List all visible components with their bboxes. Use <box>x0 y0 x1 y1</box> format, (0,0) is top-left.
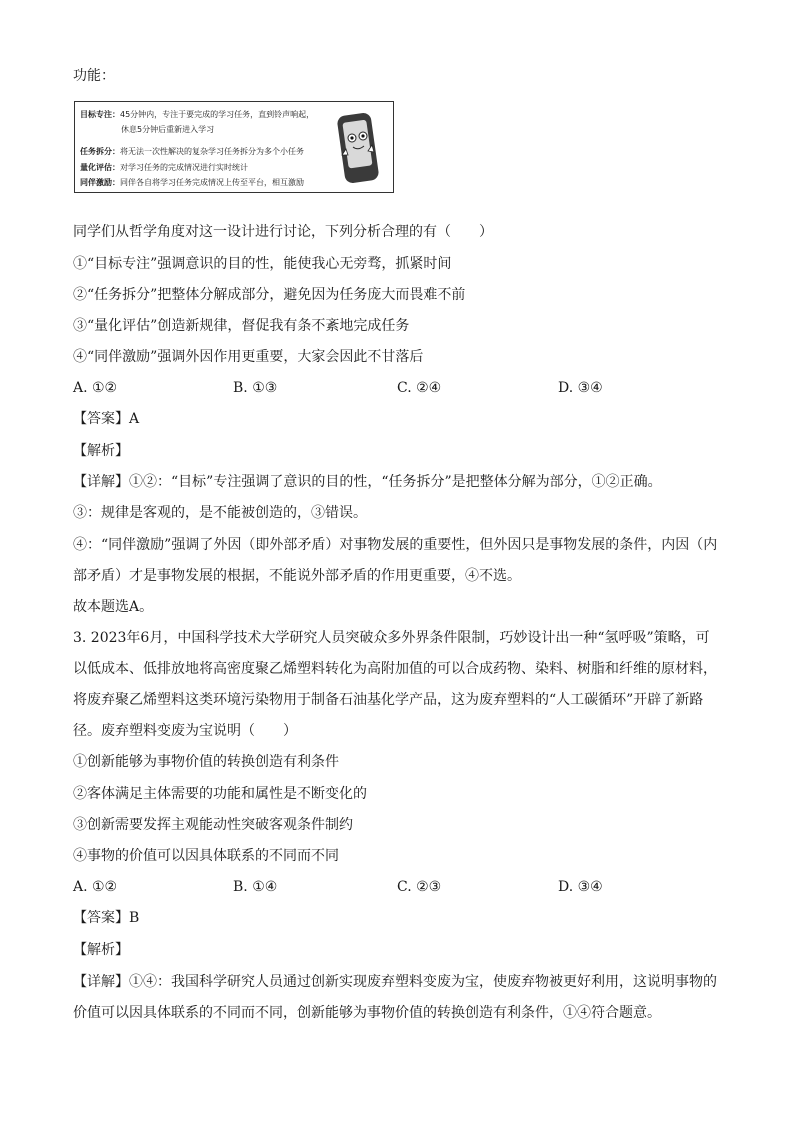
option-c: C. ②④ <box>397 380 442 396</box>
question-stem: 3. 2023年6月，中国科学技术大学研究人员突破众多外界条件限制，巧妙设计出一种“氢呼吸”策略，可 <box>73 630 710 646</box>
statement: ④事物的价值可以因具体联系的不同而不同 <box>73 848 339 864</box>
phone-cartoon-illustration <box>335 111 381 185</box>
figure-row: 量化评估：对学习任务的完成情况进行实时统计 <box>80 163 248 172</box>
figure-row: 休息5分钟后重新进入学习 <box>121 125 215 134</box>
statement: ①“目标专注”强调意识的目的性，能使我心无旁骛，抓紧时间 <box>73 256 452 272</box>
question-stem: 将废弃聚乙烯塑料这类环境污染物用于制备石油基化学产品，这为废弃塑料的“人工碳循环”开辟了新路 <box>73 692 704 708</box>
figure-row: 同伴激励：同伴各自将学习任务完成情况上传至平台，相互激励 <box>80 178 304 187</box>
detail-text: 价值可以因具体联系的不同而不同，创新能够为事物价值的转换创造有利条件，①④符合题意。 <box>73 1005 661 1021</box>
analysis-label: 【解析】 <box>73 942 129 958</box>
detail-text: ④：“同伴激励”强调了外因（即外部矛盾）对事物发展的重要性，但外因只是事物发展的条件，内因（内 <box>73 537 718 553</box>
question-stem: 同学们从哲学角度对这一设计进行讨论，下列分析合理的有（ ） <box>73 224 493 240</box>
detail-text: ③：规律是客观的，是不能被创造的，③错误。 <box>73 505 367 521</box>
statement: ②客体满足主体需要的功能和属性是不断变化的 <box>73 786 367 802</box>
question-stem: 径。废弃塑料变废为宝说明（ ） <box>73 723 297 739</box>
statement: ④“同伴激励”强调外因作用更重要，大家会因此不甘落后 <box>73 349 424 365</box>
option-b: B. ①③ <box>233 380 278 396</box>
statement: ①创新能够为事物价值的转换创造有利条件 <box>73 754 339 770</box>
option-a: A. ①② <box>73 380 118 396</box>
analysis-label: 【解析】 <box>73 443 129 459</box>
option-d: D. ③④ <box>558 380 603 396</box>
conclusion-text: 故本题选A。 <box>73 599 154 615</box>
feature-figure <box>74 101 394 193</box>
option-b: B. ①④ <box>233 879 278 895</box>
detail-text: 部矛盾）才是事物发展的根据，不能说外部矛盾的作用更重要，④不选。 <box>73 568 521 584</box>
statement: ③创新需要发挥主观能动性突破客观条件制约 <box>73 817 353 833</box>
figure-row: 目标专注：45分钟内，专注于要完成的学习任务，直到铃声响起， <box>80 110 315 119</box>
answer-label: 【答案】A <box>73 411 140 427</box>
option-a: A. ①② <box>73 879 118 895</box>
option-c: C. ②③ <box>397 879 442 895</box>
option-d: D. ③④ <box>558 879 603 895</box>
question-stem: 以低成本、低排放地将高密度聚乙烯塑料转化为高附加值的可以合成药物、染料、树脂和纤维的原材料， <box>73 661 717 677</box>
figure-row: 任务拆分：将无法一次性解决的复杂学习任务拆分为多个小任务 <box>80 147 304 156</box>
statement: ②“任务拆分”把整体分解成部分，避免因为任务庞大而畏难不前 <box>73 287 466 303</box>
answer-label: 【答案】B <box>73 910 140 926</box>
detail-text: 【详解】①②：“目标”专注强调了意识的目的性，“任务拆分”是把整体分解为部分，①②正确。 <box>73 474 662 490</box>
intro-text: 功能： <box>73 68 115 84</box>
detail-text: 【详解】①④：我国科学研究人员通过创新实现废弃塑料变废为宝，使废弃物被更好利用，这说明事物的 <box>73 974 717 990</box>
statement: ③“量化评估”创造新规律，督促我有条不紊地完成任务 <box>73 318 410 334</box>
